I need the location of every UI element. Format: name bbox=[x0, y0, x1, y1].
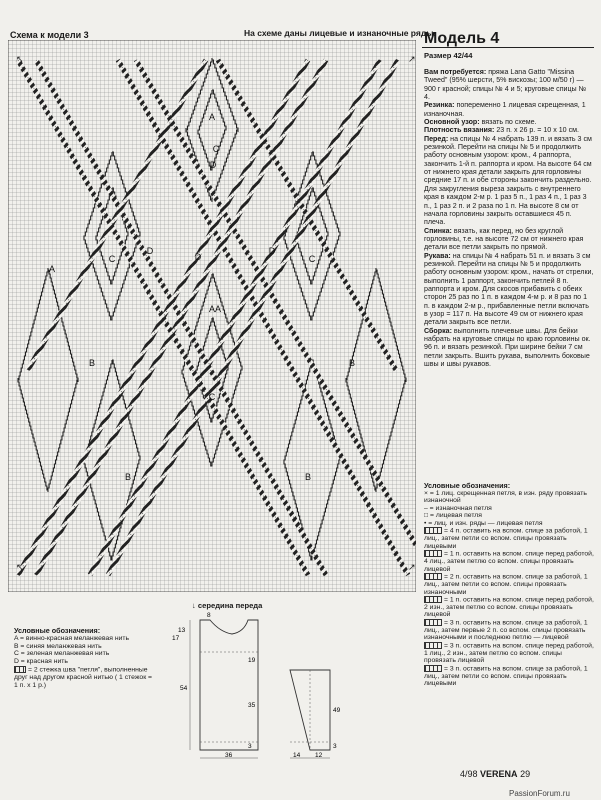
cable-symbol-icon bbox=[424, 527, 442, 534]
instructions bbox=[424, 68, 594, 368]
stitch-symbol-icon bbox=[14, 666, 26, 673]
instruction-text: на спицы № 4 набрать 51 п. и вязать 3 см резинкой. Перейти на спицы № 5 и продолжить работу основным узором: кром., начать от стрелки, выполнить 1 раппорт, закончить петлей 8 п. раппорта и кром. Для скосов прибавить с обеих сторон 25 раз по 1 п. в каждом 4-м р. и 8 раз по 1 п. в каждом 2-м р., прибавленные петли включать в узор = 117 п. На высоте 49 см от нижнего края детали закрыть все петли. bbox=[424, 251, 594, 327]
instruction-paragraph bbox=[424, 118, 594, 126]
legend-right-item bbox=[424, 665, 594, 688]
legend-right-text: = 3 п. оставить на вспом. спице перед работой, 1 лиц., 2 изн., затем петлю со вспом. спицы провязать лицевой bbox=[424, 642, 594, 665]
legend-right-text: = 1 п. оставить на вспом. спице перед работой, 4 лиц., затем петлю со вспом. спицы провязать лицевой bbox=[424, 550, 594, 573]
center-front-text: середина переда bbox=[197, 601, 263, 610]
legend-right-text: – = изнаночная петля bbox=[424, 504, 492, 512]
down-arrow-icon: ↓ bbox=[192, 601, 196, 610]
legend-right-item bbox=[424, 573, 594, 596]
pattern-schematics bbox=[160, 612, 430, 762]
zone-letter: B bbox=[124, 472, 132, 482]
dim-front: 36 bbox=[225, 752, 233, 759]
corner-arrow-icon: ↖ bbox=[16, 562, 24, 572]
legend-right-item bbox=[424, 619, 594, 642]
model-title: Модель 4 bbox=[424, 30, 500, 47]
zone-letter: D bbox=[268, 246, 276, 256]
zone-letter: C bbox=[308, 254, 316, 264]
page-footer bbox=[460, 769, 530, 779]
cable-symbol-icon bbox=[424, 596, 442, 603]
center-front-label bbox=[192, 601, 262, 610]
legend-right-text: = 4 п. оставить на вспом. спице за работой, 1 лиц., затем петли со вспом. спицы провязать лицевыми bbox=[424, 527, 588, 550]
legend-right-items bbox=[424, 490, 594, 688]
zone-letter: A bbox=[208, 112, 216, 122]
instruction-paragraph bbox=[424, 327, 594, 369]
zone-letter: C bbox=[212, 144, 220, 154]
legend-right-text: = 2 п. оставить на вспом. спице за работой, 1 лиц., затем петли со вспом. спицы провязать изнаночными bbox=[424, 573, 588, 596]
cable-symbol-icon bbox=[424, 550, 442, 557]
instruction-text: попеременно 1 лицевая скрещенная, 1 изнаночная. bbox=[424, 101, 586, 118]
legend-left bbox=[14, 627, 154, 690]
legend-right-item bbox=[424, 596, 594, 619]
dim-front: 3 bbox=[248, 743, 252, 750]
legend-right-item bbox=[424, 520, 594, 528]
instruction-paragraph bbox=[424, 126, 594, 134]
issue-number: 4/98 bbox=[460, 769, 478, 779]
legend-right-item bbox=[424, 490, 594, 505]
legend-right-title: Условные обозначения: bbox=[424, 481, 511, 490]
legend-right bbox=[424, 482, 594, 688]
instruction-text: вязать, как перед, но без круглой горловины, т.е. на высоте 72 см от нижнего края детали все петли закрыть по прямой. bbox=[424, 226, 584, 252]
legend-left-item: B = синяя меланжевая нить bbox=[14, 642, 102, 650]
dim-front: 19 bbox=[248, 657, 256, 664]
dim-front: 54 bbox=[180, 685, 188, 692]
corner-arrow-icon: ↗ bbox=[408, 54, 416, 64]
instruction-paragraph bbox=[424, 135, 594, 227]
scheme-title: Схема к модели 3 bbox=[10, 30, 89, 40]
legend-right-text: = 3 п. оставить на вспом. спице за работой, 1 лиц., затем первые 2 п. со вспом. спицы провязать изнаночными и последнюю петлю — лицевой bbox=[424, 619, 588, 642]
magazine-name: VERENA bbox=[480, 769, 518, 779]
legend-right-item bbox=[424, 527, 594, 550]
instruction-text: 23 п. х 26 р. = 10 х 10 см. bbox=[494, 126, 579, 135]
instruction-label: Резинка: bbox=[424, 101, 455, 110]
site-watermark: PassionForum.ru bbox=[509, 789, 570, 798]
zone-letter: A bbox=[48, 264, 56, 274]
zone-letter: B bbox=[348, 358, 356, 368]
instruction-paragraph bbox=[424, 227, 594, 252]
scheme-note: На схеме даны лицевые и изнаночные ряды. bbox=[244, 28, 436, 38]
legend-right-text: = 1 п. оставить на вспом. спице перед работой, 2 изн., затем петлю со вспом. спицы провязать лицевой bbox=[424, 596, 594, 619]
legend-right-item bbox=[424, 505, 594, 513]
zone-letter: D bbox=[209, 160, 217, 170]
instruction-paragraph bbox=[424, 68, 594, 101]
front-schematic bbox=[172, 612, 258, 759]
dim-sleeve: 49 bbox=[333, 707, 341, 714]
title-rule bbox=[422, 47, 594, 48]
zone-letter: D bbox=[194, 252, 202, 262]
dim-front: 35 bbox=[248, 702, 256, 709]
instruction-text: вязать по схеме. bbox=[479, 118, 537, 127]
dim-front: 17 bbox=[172, 635, 180, 642]
zone-letter: C bbox=[208, 392, 216, 402]
dim-sleeve: 3 bbox=[333, 743, 337, 750]
legend-right-text: = 3 п. оставить на вспом. спице за работой, 1 лиц., затем петли со вспом. спицы провязать лицевыми bbox=[424, 665, 588, 688]
instruction-label: Основной узор: bbox=[424, 118, 480, 127]
legend-left-item: A = винно-красная меланжевая нить bbox=[14, 634, 130, 642]
zone-letter: C bbox=[108, 254, 116, 264]
legend-right-item bbox=[424, 642, 594, 665]
instruction-label: Плотность вязания: bbox=[424, 126, 495, 135]
instruction-label: Спинка: bbox=[424, 226, 452, 235]
dim-front: 8 bbox=[207, 612, 211, 619]
dim-sleeve: 14 bbox=[293, 752, 301, 759]
legend-right-text: × = 1 лиц. скрещенная петля, в изн. ряду провязать изнаночной bbox=[424, 489, 587, 505]
cable-symbol-icon bbox=[424, 573, 442, 580]
page-number: 29 bbox=[520, 769, 531, 779]
zone-letter: D bbox=[146, 246, 154, 256]
legend-right-item bbox=[424, 550, 594, 573]
legend-left-item: C = зеленая меланжевая нить bbox=[14, 650, 110, 658]
legend-left-title: Условные обозначения: bbox=[14, 626, 101, 635]
corner-arrow-icon: ↗ bbox=[408, 562, 416, 572]
size-line: Размер 42/44 bbox=[424, 51, 473, 60]
dim-sleeve: 12 bbox=[315, 752, 323, 759]
instruction-label: Перед: bbox=[424, 134, 449, 143]
legend-left-item: = 2 стежка шва "петля", выполненные друг над другом красной нитью ( 1 стежок = 1 п. x 1 р.) bbox=[14, 666, 153, 689]
zone-letter: A bbox=[214, 304, 222, 314]
zone-letter: A bbox=[208, 304, 216, 314]
knitting-chart bbox=[8, 40, 416, 592]
instruction-paragraph bbox=[424, 101, 594, 118]
instruction-label: Сборка: bbox=[424, 326, 452, 335]
legend-right-item bbox=[424, 512, 594, 520]
instruction-label: Вам потребуется: bbox=[424, 68, 487, 76]
instruction-text: пряжа Lana Gatto "Missina Tweed" (95% шерсти, 5% вискозы; 100 м/50 г) — 900 г красной; спицы № 4 и 5; круговые спицы № 4. bbox=[424, 68, 587, 102]
instruction-paragraph bbox=[424, 252, 594, 327]
instruction-text: выполнить плечевые швы. Для бейки набрать на круговые спицы по краю горловины ок. 96 п. и вязать резинкой. При ширине бейки 7 см петли закрыть. Вшить рукава, выполнить боковые швы и швы рукавов. bbox=[424, 326, 591, 369]
zone-letter: B bbox=[304, 472, 312, 482]
sleeve-schematic bbox=[290, 670, 341, 759]
zone-letter: B bbox=[88, 358, 96, 368]
instruction-text: на спицы № 4 набрать 139 п. и вязать 3 см резинкой. Перейти на спицы № 5 и продолжить работу основным узором: кром., 4 раппорта, закончить 1-й п. раппорта и кром. На высоте 64 см от нижнего края детали закрыть для горловины средние 17 п. и обе стороны закончить раздельно. Для закругления выреза закрыть с внутреннего края в каждом 2-м р. 1 раз 5 п., 1 раз 4 п., 1 раз 3 п., 1 раз 2 п. и 2 раза по 1 п. На высоте 8 см от начала горловины закрыть оставшиеся 45 п. плеча. bbox=[424, 134, 592, 227]
legend-left-item: D = красная нить bbox=[14, 658, 68, 666]
instruction-label: Рукава: bbox=[424, 251, 451, 260]
corner-arrow-icon: ↖ bbox=[16, 54, 24, 64]
dim-front: 13 bbox=[178, 627, 186, 634]
legend-right-text: • = лиц. и изн. ряды — лицевая петля bbox=[424, 519, 543, 527]
legend-right-text: □ = лицевая петля bbox=[424, 512, 482, 520]
